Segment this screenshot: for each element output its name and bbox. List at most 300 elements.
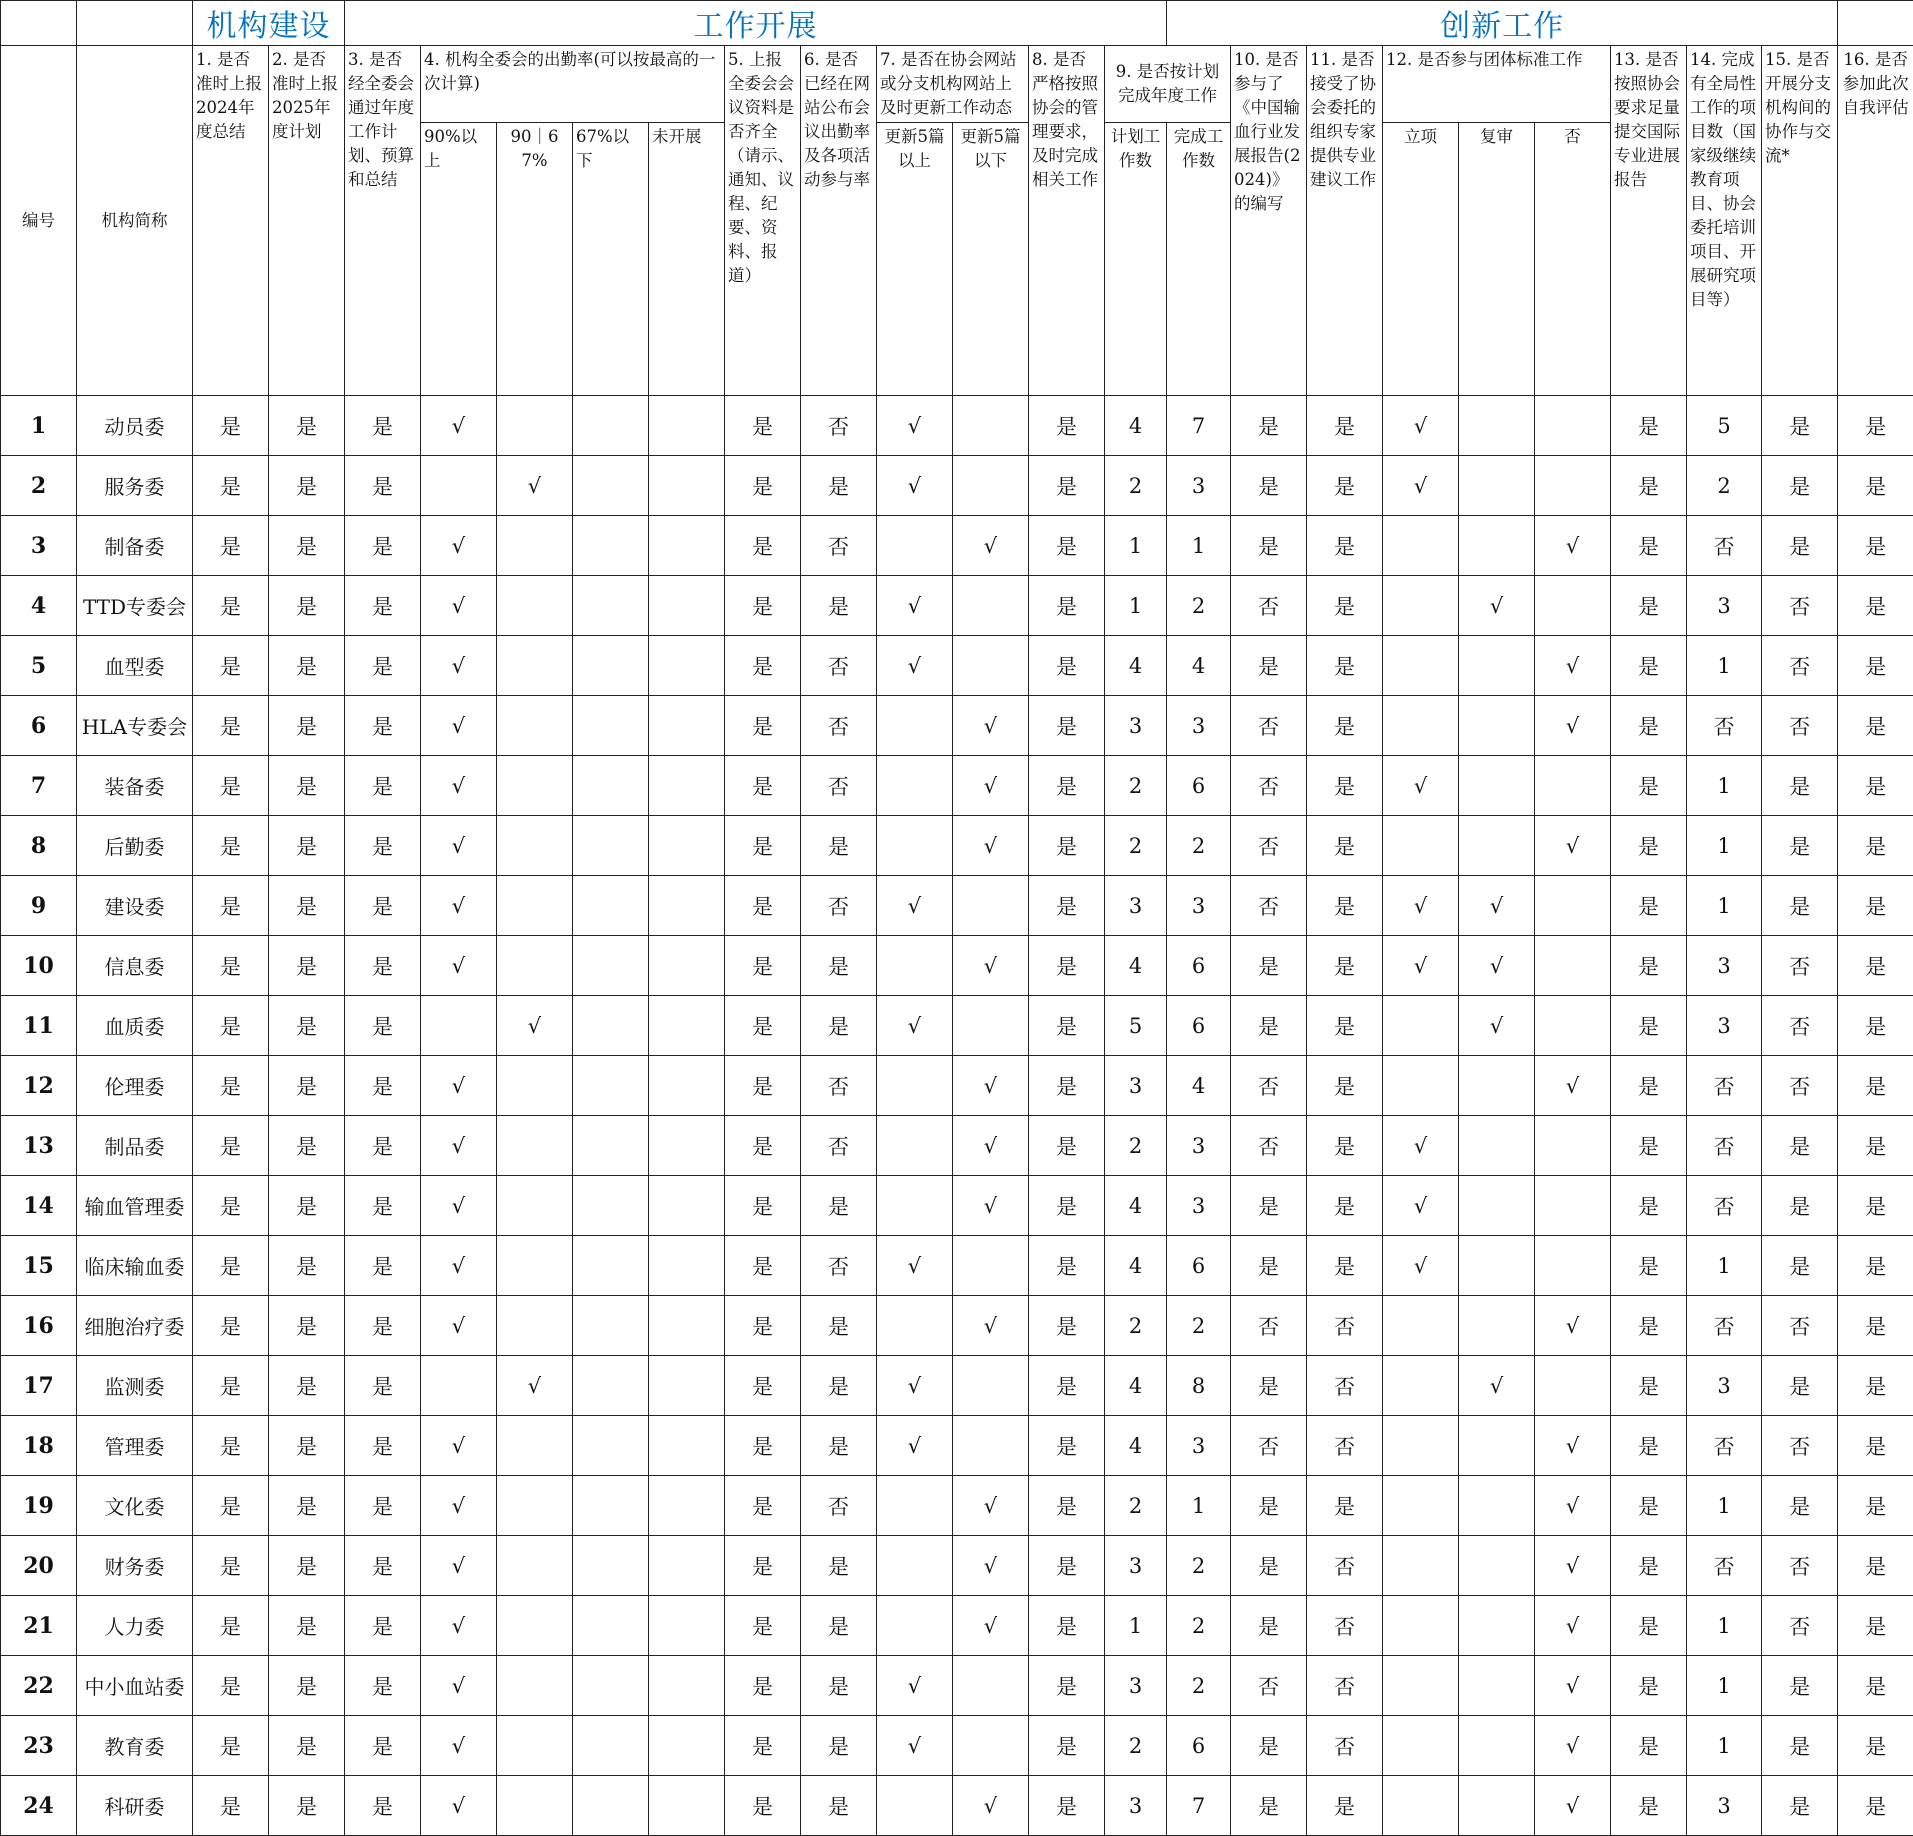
table-cell [1459, 1476, 1535, 1536]
table-cell: 2 [1167, 1536, 1231, 1596]
table-cell [953, 1236, 1029, 1296]
table-row [1, 1416, 1913, 1476]
table-cell: 是 [1611, 1536, 1687, 1596]
table-cell [953, 996, 1029, 1056]
table-cell: √ [1383, 876, 1459, 936]
table-cell [497, 1296, 573, 1356]
table-cell: 是 [725, 1416, 801, 1476]
table-cell [573, 636, 649, 696]
table-cell [1383, 1416, 1459, 1476]
row-number: 2 [1, 456, 77, 516]
table-cell: 是 [345, 1776, 421, 1836]
table-cell: 1 [1687, 876, 1762, 936]
table-row [1, 456, 1913, 516]
table-row [1, 1296, 1913, 1356]
table-cell: 是 [725, 1596, 801, 1656]
table-cell: 是 [193, 1656, 269, 1716]
table-cell: 4 [1167, 1056, 1231, 1116]
header-c4: 4. 机构全委会的出勤率(可以按最高的一次计算) [421, 46, 725, 123]
table-cell: 是 [193, 396, 269, 456]
table-cell [497, 936, 573, 996]
table-cell: √ [421, 1716, 497, 1776]
table-cell: 4 [1105, 396, 1167, 456]
table-cell [877, 1776, 953, 1836]
table-cell: 是 [1029, 1656, 1105, 1716]
header-c7b: 更新5篇以下 [953, 123, 1029, 396]
table-cell: √ [421, 1116, 497, 1176]
table-cell: 是 [725, 1776, 801, 1836]
org-name: 血质委 [77, 996, 193, 1056]
table-cell: 否 [1307, 1296, 1383, 1356]
table-cell: 否 [801, 396, 877, 456]
table-cell [953, 1356, 1029, 1416]
table-cell: 是 [1231, 1236, 1307, 1296]
table-cell [497, 396, 573, 456]
table-cell [573, 1476, 649, 1536]
table-cell: 是 [269, 636, 345, 696]
row-number: 7 [1, 756, 77, 816]
table-cell: 是 [1231, 1596, 1307, 1656]
table-cell: 是 [1838, 1356, 1913, 1416]
table-cell: 是 [725, 1536, 801, 1596]
table-cell: 是 [1611, 636, 1687, 696]
table-cell: 是 [1611, 576, 1687, 636]
table-cell: 是 [1307, 816, 1383, 876]
table-cell: 3 [1167, 1416, 1231, 1476]
table-cell [1459, 1716, 1535, 1776]
table-cell [649, 1356, 725, 1416]
header-c6: 6. 是否已经在网站公布会议出勤率及各项活动参与率 [801, 46, 877, 396]
table-cell: 是 [1231, 456, 1307, 516]
table-cell: 是 [801, 816, 877, 876]
table-cell: 4 [1167, 636, 1231, 696]
row-number: 22 [1, 1656, 77, 1716]
table-cell: 是 [725, 1116, 801, 1176]
table-cell: 1 [1687, 1476, 1762, 1536]
table-cell: 是 [1838, 456, 1913, 516]
table-cell: 否 [1307, 1656, 1383, 1716]
table-cell [1459, 516, 1535, 576]
table-cell: √ [1535, 1596, 1611, 1656]
table-row [1, 876, 1913, 936]
row-number: 6 [1, 696, 77, 756]
table-cell: 否 [1307, 1356, 1383, 1416]
table-cell: 是 [193, 816, 269, 876]
table-cell [1383, 816, 1459, 876]
table-cell [1383, 696, 1459, 756]
row-number: 13 [1, 1116, 77, 1176]
table-cell: 1 [1687, 1596, 1762, 1656]
table-cell: 是 [1611, 996, 1687, 1056]
table-cell: 是 [269, 816, 345, 876]
table-cell [1383, 1056, 1459, 1116]
table-cell [573, 1536, 649, 1596]
table-row [1, 816, 1913, 876]
table-cell: 是 [269, 936, 345, 996]
table-cell: √ [1535, 1296, 1611, 1356]
table-cell: √ [1459, 1356, 1535, 1416]
table-cell: 否 [1687, 1116, 1762, 1176]
table-cell [1535, 576, 1611, 636]
org-name: 装备委 [77, 756, 193, 816]
table-cell [649, 1056, 725, 1116]
table-cell: 8 [1167, 1356, 1231, 1416]
org-name: HLA专委会 [77, 696, 193, 756]
table-cell [573, 396, 649, 456]
table-cell: √ [497, 1356, 573, 1416]
table-cell: 否 [1762, 1416, 1838, 1476]
table-cell: 是 [1611, 1656, 1687, 1716]
org-name: 细胞治疗委 [77, 1296, 193, 1356]
table-cell: 是 [1838, 756, 1913, 816]
table-cell: √ [877, 576, 953, 636]
table-row [1, 936, 1913, 996]
table-cell [877, 696, 953, 756]
table-cell: 否 [1687, 1416, 1762, 1476]
header-c12b: 复审 [1459, 123, 1535, 396]
table-cell: 否 [1762, 576, 1838, 636]
table-cell: 2 [1687, 456, 1762, 516]
table-cell: √ [1459, 876, 1535, 936]
org-name: 后勤委 [77, 816, 193, 876]
table-cell: 4 [1105, 1176, 1167, 1236]
table-cell: 是 [1611, 1476, 1687, 1536]
table-cell: 是 [1307, 1176, 1383, 1236]
table-cell: √ [953, 756, 1029, 816]
table-cell: 是 [1029, 396, 1105, 456]
header-c4a: 90%以上 [421, 123, 497, 396]
table-cell: 是 [725, 696, 801, 756]
table-cell: 2 [1105, 756, 1167, 816]
table-cell: 否 [1687, 1296, 1762, 1356]
table-cell [1459, 636, 1535, 696]
table-cell: 是 [1838, 396, 1913, 456]
table-cell [573, 1596, 649, 1656]
table-cell [573, 1656, 649, 1716]
table-cell: 是 [725, 576, 801, 636]
table-cell: 是 [193, 516, 269, 576]
table-cell: 是 [725, 396, 801, 456]
table-cell [649, 936, 725, 996]
table-cell [573, 936, 649, 996]
table-cell: 否 [1231, 1116, 1307, 1176]
table-cell [1383, 1596, 1459, 1656]
table-cell: 是 [1838, 876, 1913, 936]
row-number: 18 [1, 1416, 77, 1476]
table-row [1, 1656, 1913, 1716]
table-cell: 是 [1838, 516, 1913, 576]
table-cell [649, 996, 725, 1056]
table-cell: 5 [1687, 396, 1762, 456]
table-cell [1459, 816, 1535, 876]
table-cell: 是 [1838, 1236, 1913, 1296]
table-cell: 是 [269, 1536, 345, 1596]
table-cell: 是 [345, 1476, 421, 1536]
table-cell: 1 [1687, 756, 1762, 816]
table-cell [497, 696, 573, 756]
table-cell: 是 [801, 1716, 877, 1776]
table-cell: √ [877, 876, 953, 936]
table-cell: 是 [1838, 1056, 1913, 1116]
table-cell: 是 [801, 1776, 877, 1836]
table-cell: 是 [1611, 756, 1687, 816]
table-cell [1383, 996, 1459, 1056]
table-cell: 是 [725, 1656, 801, 1716]
table-cell: 是 [269, 756, 345, 816]
table-cell: 是 [1029, 936, 1105, 996]
table-cell: 是 [1307, 756, 1383, 816]
table-cell: 否 [1762, 1596, 1838, 1656]
table-cell [1459, 696, 1535, 756]
row-number: 23 [1, 1716, 77, 1776]
table-cell: 6 [1167, 1716, 1231, 1776]
table-cell [1459, 1236, 1535, 1296]
table-cell: 3 [1167, 1176, 1231, 1236]
table-cell: 是 [193, 1596, 269, 1656]
table-row [1, 516, 1913, 576]
table-cell: 是 [269, 1716, 345, 1776]
table-cell [649, 1536, 725, 1596]
row-number: 1 [1, 396, 77, 456]
table-cell: 是 [1611, 1596, 1687, 1656]
table-cell [649, 876, 725, 936]
table-cell [649, 1596, 725, 1656]
table-cell: 是 [1762, 456, 1838, 516]
table-cell: 是 [1838, 1296, 1913, 1356]
table-cell [877, 816, 953, 876]
table-cell: 6 [1167, 936, 1231, 996]
table-cell: 否 [1231, 1656, 1307, 1716]
table-cell: √ [877, 996, 953, 1056]
table-cell: 是 [1762, 756, 1838, 816]
table-cell: √ [1383, 1116, 1459, 1176]
table-cell: 2 [1105, 1296, 1167, 1356]
table-cell: 3 [1167, 456, 1231, 516]
table-row [1, 1476, 1913, 1536]
table-cell: √ [421, 396, 497, 456]
table-cell: 2 [1167, 816, 1231, 876]
table-cell [1535, 756, 1611, 816]
table-cell: √ [953, 936, 1029, 996]
table-cell: 是 [193, 456, 269, 516]
org-name: 科研委 [77, 1776, 193, 1836]
header-c12: 12. 是否参与团体标准工作 [1383, 46, 1611, 123]
table-cell: 是 [801, 1536, 877, 1596]
table-cell [573, 516, 649, 576]
table-cell: 1 [1687, 1656, 1762, 1716]
table-cell [877, 1176, 953, 1236]
table-cell: √ [953, 1536, 1029, 1596]
table-cell: 是 [1762, 1356, 1838, 1416]
table-cell: 是 [1029, 456, 1105, 516]
table-cell: 是 [1231, 996, 1307, 1056]
table-cell: 是 [1762, 396, 1838, 456]
table-cell: 是 [801, 456, 877, 516]
table-cell: 3 [1167, 876, 1231, 936]
table-cell: √ [1383, 936, 1459, 996]
table-row [1, 1356, 1913, 1416]
table-cell: 3 [1687, 1356, 1762, 1416]
table-cell: 是 [1611, 456, 1687, 516]
table-cell: 是 [1838, 1716, 1913, 1776]
table-cell [497, 1476, 573, 1536]
table-cell: 否 [1231, 816, 1307, 876]
table-cell: 是 [1307, 936, 1383, 996]
table-cell: 是 [1762, 1116, 1838, 1176]
table-cell: 是 [345, 936, 421, 996]
row-number: 20 [1, 1536, 77, 1596]
table-cell [1535, 1116, 1611, 1176]
table-cell: 是 [193, 756, 269, 816]
table-cell: 是 [1611, 1056, 1687, 1116]
table-cell: √ [1535, 516, 1611, 576]
table-cell: 是 [1762, 1236, 1838, 1296]
table-cell: 是 [1611, 1176, 1687, 1236]
table-cell: 是 [269, 1176, 345, 1236]
table-cell [497, 516, 573, 576]
table-cell: 是 [1838, 996, 1913, 1056]
header-c10: 10. 是否参与了《中国输血行业发展报告(2024)》的编写 [1231, 46, 1307, 396]
table-row [1, 1176, 1913, 1236]
org-name: 监测委 [77, 1356, 193, 1416]
table-cell: 是 [193, 936, 269, 996]
table-cell: 是 [725, 636, 801, 696]
table-cell: 是 [801, 576, 877, 636]
table-cell: √ [421, 816, 497, 876]
table-cell: 是 [1029, 756, 1105, 816]
table-cell: √ [877, 456, 953, 516]
table-cell: 是 [725, 456, 801, 516]
table-cell: √ [421, 1056, 497, 1116]
table-cell: 是 [1838, 1776, 1913, 1836]
table-cell: √ [953, 696, 1029, 756]
table-cell: 是 [1307, 996, 1383, 1056]
table-cell: 是 [1762, 1656, 1838, 1716]
table-cell [877, 936, 953, 996]
table-row [1, 396, 1913, 456]
row-number: 4 [1, 576, 77, 636]
table-cell: 否 [801, 1476, 877, 1536]
table-row [1, 996, 1913, 1056]
table-cell: 是 [345, 756, 421, 816]
table-cell [1383, 1356, 1459, 1416]
table-cell: 是 [1762, 1716, 1838, 1776]
table-cell [497, 636, 573, 696]
table-cell: 否 [801, 1056, 877, 1116]
table-cell: 是 [1307, 1056, 1383, 1116]
org-name: 教育委 [77, 1716, 193, 1776]
table-cell: 2 [1105, 1716, 1167, 1776]
table-cell: 2 [1167, 1296, 1231, 1356]
table-cell: 是 [1029, 1716, 1105, 1776]
header-row-1 [1, 46, 1913, 123]
header-name: 机构简称 [77, 46, 193, 396]
table-cell: 是 [269, 456, 345, 516]
table-cell [497, 1776, 573, 1836]
table-cell: 是 [1231, 1476, 1307, 1536]
table-cell: 3 [1105, 1056, 1167, 1116]
header-c14: 14. 完成有全局性工作的项目数（国家级继续教育项目、协会委托培训项目、开展研究项目等） [1687, 46, 1762, 396]
table-cell: 否 [801, 516, 877, 576]
header-c15: 15. 是否开展分支机构间的协作与交流* [1762, 46, 1838, 396]
table-cell [1459, 396, 1535, 456]
table-cell [1383, 516, 1459, 576]
table-cell: 3 [1105, 876, 1167, 936]
table-cell: 是 [1307, 1776, 1383, 1836]
table-cell: √ [877, 1236, 953, 1296]
table-cell: 1 [1105, 516, 1167, 576]
table-cell [497, 1116, 573, 1176]
org-name: 信息委 [77, 936, 193, 996]
table-cell: 是 [1029, 1776, 1105, 1836]
table-cell: 是 [1029, 876, 1105, 936]
table-cell: √ [1535, 1716, 1611, 1776]
table-cell [573, 576, 649, 636]
table-cell: 否 [1762, 636, 1838, 696]
table-cell [953, 636, 1029, 696]
table-cell: 是 [801, 1596, 877, 1656]
org-name: 建设委 [77, 876, 193, 936]
table-cell: 是 [193, 876, 269, 936]
table-cell: 是 [1611, 936, 1687, 996]
table-cell [573, 1416, 649, 1476]
table-cell [1535, 996, 1611, 1056]
table-cell: 是 [193, 1056, 269, 1116]
table-cell: 4 [1105, 1356, 1167, 1416]
table-cell: √ [1535, 1476, 1611, 1536]
table-cell: 是 [1307, 1476, 1383, 1536]
table-cell [1459, 1116, 1535, 1176]
table-cell: 是 [1762, 1476, 1838, 1536]
table-cell: √ [1535, 1416, 1611, 1476]
table-cell [1383, 1716, 1459, 1776]
table-cell [649, 1716, 725, 1776]
table-cell: 是 [1231, 936, 1307, 996]
table-cell: 否 [1231, 1416, 1307, 1476]
table-cell: 是 [345, 1116, 421, 1176]
table-cell: 2 [1167, 1656, 1231, 1716]
table-cell [1535, 1356, 1611, 1416]
table-cell: 2 [1167, 1596, 1231, 1656]
table-cell: √ [421, 936, 497, 996]
table-cell [1459, 756, 1535, 816]
table-cell: √ [1383, 456, 1459, 516]
table-cell: 是 [193, 996, 269, 1056]
table-cell [649, 636, 725, 696]
table-cell: 是 [801, 1176, 877, 1236]
table-cell: √ [421, 696, 497, 756]
table-cell [953, 396, 1029, 456]
table-cell [573, 1236, 649, 1296]
row-number: 17 [1, 1356, 77, 1416]
table-cell: 是 [1307, 396, 1383, 456]
table-cell: 否 [1231, 756, 1307, 816]
header-c5: 5. 上报全委会会议资料是否齐全（请示、通知、议程、纪要、资料、报道） [725, 46, 801, 396]
table-cell: 1 [1687, 1236, 1762, 1296]
table-cell: 否 [1687, 696, 1762, 756]
table-cell: √ [421, 516, 497, 576]
table-cell: √ [953, 1776, 1029, 1836]
table-cell: 否 [1307, 1596, 1383, 1656]
table-cell: √ [421, 1236, 497, 1296]
table-cell [573, 816, 649, 876]
org-name: 制备委 [77, 516, 193, 576]
table-cell: 是 [1611, 1776, 1687, 1836]
section-blank [77, 1, 193, 46]
table-cell [497, 1056, 573, 1116]
row-number: 15 [1, 1236, 77, 1296]
table-cell: 是 [345, 816, 421, 876]
